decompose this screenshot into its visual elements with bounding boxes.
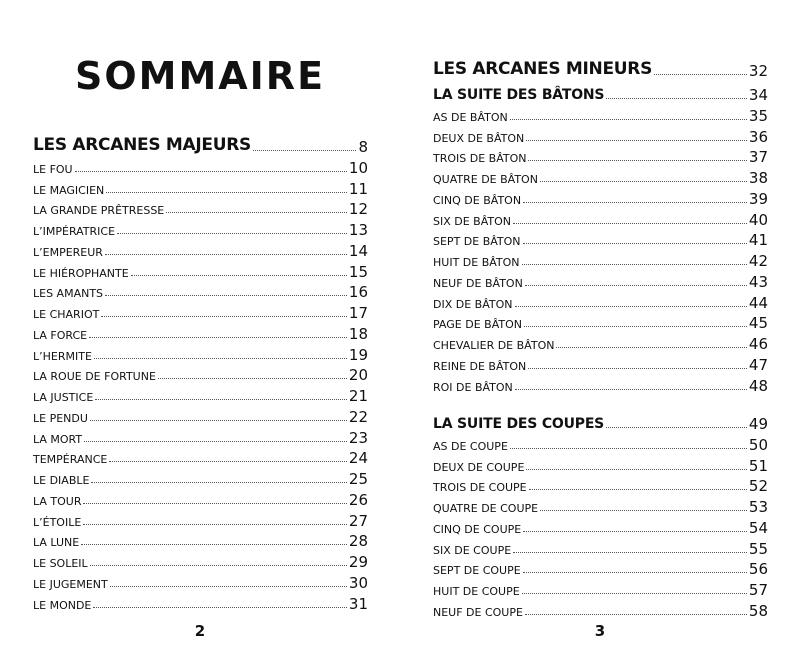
toc-entry-label: AS DE COUPE bbox=[433, 439, 508, 453]
toc-entry[interactable] bbox=[433, 475, 768, 496]
toc-entry[interactable] bbox=[433, 146, 768, 167]
toc-entry[interactable] bbox=[433, 166, 768, 187]
toc-entry-page: 26 bbox=[348, 490, 368, 509]
dot-leader bbox=[540, 510, 747, 511]
dot-leader bbox=[106, 192, 347, 193]
toc-entry-label: LA FORCE bbox=[33, 328, 88, 342]
toc-entry[interactable] bbox=[33, 447, 368, 468]
toc-entry[interactable] bbox=[433, 249, 768, 270]
toc-entry-page: 31 bbox=[348, 594, 368, 613]
toc-entry-label: QUATRE DE COUPE bbox=[433, 502, 539, 515]
toc-entry-page: 36 bbox=[748, 127, 768, 146]
dot-leader bbox=[523, 243, 747, 244]
toc-entry-label: HUIT DE BÂTON bbox=[433, 256, 520, 269]
toc-entry[interactable] bbox=[33, 364, 368, 385]
toc-entry-page: 27 bbox=[348, 511, 368, 530]
toc-entry-page: 53 bbox=[748, 498, 768, 516]
toc-entry-label: SEPT DE BÂTON bbox=[433, 235, 521, 249]
toc-entry-page: 48 bbox=[748, 376, 768, 395]
toc-entry-label: PAGE DE BÂTON bbox=[433, 318, 522, 332]
toc-entry-label: TEMPÉRANCE bbox=[33, 453, 108, 467]
toc-entry-label: SEPT DE COUPE bbox=[433, 564, 521, 578]
toc-entry-page: 11 bbox=[348, 179, 368, 198]
toc-list-mineurs bbox=[433, 54, 768, 395]
toc-entry-label: HUIT DE COUPE bbox=[433, 585, 520, 598]
toc-entry-page: 15 bbox=[348, 262, 368, 281]
toc-subsection-page: 49 bbox=[748, 415, 768, 433]
toc-entry-label: CINQ DE BÂTON bbox=[433, 193, 522, 207]
toc-entry-page: 22 bbox=[348, 407, 368, 426]
toc-entry[interactable] bbox=[433, 578, 768, 599]
toc-entry-page: 30 bbox=[348, 573, 368, 592]
toc-entry-label: LES AMANTS bbox=[33, 287, 104, 301]
dot-leader bbox=[101, 316, 347, 317]
toc-entry[interactable] bbox=[433, 312, 768, 333]
toc-entry[interactable] bbox=[33, 239, 368, 260]
toc-entry-label: DEUX DE BÂTON bbox=[433, 131, 525, 145]
dot-leader bbox=[158, 378, 347, 379]
dot-leader bbox=[166, 212, 347, 213]
dot-leader bbox=[110, 586, 347, 587]
toc-entry-page: 39 bbox=[748, 189, 768, 208]
right-page bbox=[400, 0, 800, 667]
page-number: 3 bbox=[594, 622, 606, 640]
dot-leader bbox=[95, 399, 347, 400]
toc-entry-label: L’ÉTOILE bbox=[33, 515, 82, 529]
toc-section-label: LES ARCANES MAJEURS bbox=[33, 135, 251, 155]
toc-list-majeurs bbox=[33, 130, 368, 613]
toc-entry-page: 46 bbox=[748, 335, 768, 353]
toc-entry[interactable] bbox=[433, 454, 768, 475]
dot-leader bbox=[654, 74, 747, 75]
dot-leader bbox=[515, 306, 747, 307]
toc-entry-label: SIX DE BÂTON bbox=[433, 214, 511, 228]
toc-entry[interactable] bbox=[433, 433, 768, 454]
toc-entry[interactable] bbox=[33, 592, 368, 613]
dot-leader bbox=[91, 482, 346, 483]
toc-entry-page: 56 bbox=[748, 560, 768, 579]
dot-leader bbox=[513, 552, 747, 553]
dot-leader bbox=[83, 503, 346, 504]
toc-entry-page: 29 bbox=[348, 553, 368, 571]
toc-entry-label: ROI DE BÂTON bbox=[433, 380, 513, 394]
toc-subsection-label: LA SUITE DES COUPES bbox=[433, 416, 605, 432]
toc-entry[interactable] bbox=[33, 384, 368, 405]
toc-entry[interactable] bbox=[433, 558, 768, 579]
toc-entry[interactable] bbox=[433, 187, 768, 208]
toc-entry-label: QUATRE DE BÂTON bbox=[433, 173, 538, 186]
dot-leader bbox=[513, 223, 747, 224]
toc-entry-label: L’EMPEREUR bbox=[33, 245, 103, 259]
dot-leader bbox=[515, 389, 747, 390]
dot-leader bbox=[90, 420, 347, 421]
toc-entry[interactable] bbox=[33, 218, 368, 239]
toc-entry-page: 21 bbox=[348, 387, 368, 405]
toc-entry-label: LE SOLEIL bbox=[33, 557, 88, 570]
toc-entry-page: 45 bbox=[748, 314, 768, 333]
toc-entry-page: 40 bbox=[748, 210, 768, 229]
toc-entry[interactable] bbox=[433, 537, 768, 558]
toc-entry-page: 17 bbox=[348, 304, 368, 322]
dot-leader bbox=[89, 337, 347, 338]
dot-leader bbox=[528, 160, 746, 161]
toc-entry-label: TROIS DE BÂTON bbox=[433, 152, 527, 166]
toc-entry[interactable] bbox=[33, 467, 368, 488]
toc-entry-page: 57 bbox=[748, 581, 768, 599]
toc-entry-label: LA MORT bbox=[33, 432, 83, 446]
toc-entry-label: LE FOU bbox=[33, 162, 73, 176]
toc-entry-label: LA ROUE DE FORTUNE bbox=[33, 370, 156, 384]
toc-entry[interactable] bbox=[433, 332, 768, 353]
dot-leader bbox=[81, 544, 347, 545]
toc-entry-label: L’IMPÉRATRICE bbox=[33, 225, 116, 238]
toc-entry[interactable] bbox=[33, 550, 368, 571]
toc-entry[interactable] bbox=[433, 104, 768, 125]
toc-entry-label: DIX DE BÂTON bbox=[433, 297, 513, 311]
dot-leader bbox=[606, 427, 747, 428]
toc-entry-page: 28 bbox=[348, 532, 368, 551]
dot-leader bbox=[105, 254, 347, 255]
toc-entry-label: LE CHARIOT bbox=[33, 308, 100, 321]
dot-leader bbox=[540, 181, 747, 182]
dot-leader bbox=[556, 347, 746, 348]
toc-section-arcanes-mineurs[interactable] bbox=[433, 54, 768, 80]
toc-entry[interactable] bbox=[33, 488, 368, 509]
toc-entry-label: LE MONDE bbox=[33, 598, 92, 612]
toc-entry[interactable] bbox=[433, 353, 768, 374]
toc-entry[interactable] bbox=[33, 156, 368, 177]
toc-entry[interactable] bbox=[33, 281, 368, 302]
toc-entry[interactable] bbox=[433, 599, 768, 620]
toc-list-coupes bbox=[433, 409, 768, 620]
dot-leader bbox=[525, 614, 747, 615]
toc-entry-page: 41 bbox=[748, 231, 768, 250]
toc-subsection-coupes[interactable] bbox=[433, 409, 768, 433]
toc-entry[interactable] bbox=[433, 291, 768, 312]
page-title: SOMMAIRE bbox=[74, 54, 326, 98]
toc-entry-label: REINE DE BÂTON bbox=[433, 359, 527, 373]
dot-leader bbox=[105, 295, 347, 296]
toc-subsection-batons[interactable] bbox=[433, 80, 768, 104]
toc-entry[interactable] bbox=[33, 426, 368, 447]
dot-leader bbox=[523, 202, 747, 203]
toc-entry-label: LE HIÉROPHANTE bbox=[33, 266, 129, 280]
toc-entry[interactable] bbox=[33, 198, 368, 219]
toc-entry-page: 35 bbox=[748, 106, 768, 125]
toc-entry[interactable] bbox=[433, 208, 768, 229]
toc-entry-page: 13 bbox=[348, 221, 368, 239]
dot-leader bbox=[84, 441, 347, 442]
toc-entry-page: 12 bbox=[348, 200, 368, 219]
toc-entry-label: L’HERMITE bbox=[33, 349, 92, 363]
toc-entry-label: CHEVALIER DE BÂTON bbox=[433, 339, 555, 352]
dot-leader bbox=[131, 275, 347, 276]
dot-leader bbox=[93, 607, 347, 608]
toc-entry-page: 38 bbox=[748, 169, 768, 187]
toc-entry-page: 54 bbox=[748, 518, 768, 537]
dot-leader bbox=[523, 572, 747, 573]
toc-entry[interactable] bbox=[433, 374, 768, 395]
toc-entry-page: 18 bbox=[348, 324, 368, 343]
dot-leader bbox=[528, 368, 747, 369]
toc-entry-page: 50 bbox=[748, 435, 768, 454]
toc-subsection-page: 34 bbox=[748, 86, 768, 104]
toc-entry[interactable] bbox=[33, 530, 368, 551]
toc-entry-label: LA LUNE bbox=[33, 536, 80, 550]
dot-leader bbox=[510, 119, 747, 120]
toc-entry-label: LE DIABLE bbox=[33, 474, 90, 487]
toc-entry[interactable] bbox=[433, 125, 768, 146]
toc-entry[interactable] bbox=[433, 516, 768, 537]
toc-entry-page: 16 bbox=[348, 283, 368, 302]
toc-entry-page: 14 bbox=[348, 241, 368, 260]
dot-leader bbox=[522, 593, 747, 594]
toc-entry-page: 51 bbox=[748, 456, 768, 475]
toc-entry-label: LE MAGICIEN bbox=[33, 183, 105, 197]
toc-entry-label: LA TOUR bbox=[33, 494, 82, 508]
dot-leader bbox=[109, 461, 347, 462]
toc-entry[interactable] bbox=[33, 260, 368, 281]
dot-leader bbox=[525, 285, 747, 286]
dot-leader bbox=[526, 469, 747, 470]
dot-leader bbox=[523, 531, 747, 532]
toc-entry-label: LE JUGEMENT bbox=[33, 577, 108, 591]
toc-entry-page: 37 bbox=[748, 148, 768, 167]
dot-leader bbox=[606, 98, 747, 99]
toc-entry-page: 23 bbox=[348, 428, 368, 447]
toc-entry-page: 10 bbox=[348, 158, 368, 177]
toc-section-arcanes-majeurs[interactable] bbox=[33, 130, 368, 156]
toc-entry-label: LE PENDU bbox=[33, 411, 88, 425]
dot-leader bbox=[526, 140, 747, 141]
toc-entry-page: 47 bbox=[748, 355, 768, 374]
toc-entry-page: 42 bbox=[748, 252, 768, 270]
toc-entry[interactable] bbox=[33, 571, 368, 592]
dot-leader bbox=[94, 358, 347, 359]
toc-entry[interactable] bbox=[433, 495, 768, 516]
toc-entry[interactable] bbox=[33, 177, 368, 198]
toc-entry[interactable] bbox=[33, 509, 368, 530]
toc-entry-page: 19 bbox=[348, 345, 368, 364]
dot-leader bbox=[253, 150, 357, 151]
toc-entry-label: AS DE BÂTON bbox=[433, 110, 508, 124]
toc-entry-label: LA JUSTICE bbox=[33, 391, 94, 404]
toc-entry-page: 58 bbox=[748, 601, 768, 620]
toc-entry[interactable] bbox=[33, 322, 368, 343]
toc-entry-label: NEUF DE COUPE bbox=[433, 605, 523, 619]
toc-entry-label: LA GRANDE PRÊTRESSE bbox=[33, 204, 165, 218]
toc-section-page: 32 bbox=[748, 62, 768, 80]
toc-entry-page: 25 bbox=[348, 470, 368, 488]
toc-entry-label: SIX DE COUPE bbox=[433, 543, 512, 557]
toc-entry-label: TROIS DE COUPE bbox=[433, 481, 527, 495]
page-number: 2 bbox=[194, 622, 206, 640]
dot-leader bbox=[90, 565, 347, 566]
dot-leader bbox=[529, 489, 747, 490]
toc-entry[interactable] bbox=[433, 270, 768, 291]
toc-section-label: LES ARCANES MINEURS bbox=[433, 59, 653, 79]
toc-entry-label: DEUX DE COUPE bbox=[433, 460, 525, 474]
dot-leader bbox=[522, 264, 747, 265]
toc-entry[interactable] bbox=[33, 405, 368, 426]
toc-entry[interactable] bbox=[33, 301, 368, 322]
dot-leader bbox=[117, 233, 347, 234]
toc-entry-page: 44 bbox=[748, 293, 768, 312]
toc-entry-page: 55 bbox=[748, 539, 768, 558]
toc-entry-page: 43 bbox=[748, 272, 768, 291]
toc-entry[interactable] bbox=[433, 229, 768, 250]
toc-entry-page: 24 bbox=[348, 449, 368, 468]
toc-entry[interactable] bbox=[33, 343, 368, 364]
toc-entry-page: 20 bbox=[348, 366, 368, 385]
toc-subsection-label: LA SUITE DES BÂTONS bbox=[433, 87, 605, 103]
toc-entry-page: 52 bbox=[748, 477, 768, 496]
toc-entry-label: CINQ DE COUPE bbox=[433, 522, 522, 536]
toc-entry-label: NEUF DE BÂTON bbox=[433, 276, 523, 290]
toc-section-page: 8 bbox=[358, 138, 368, 156]
dot-leader bbox=[83, 524, 347, 525]
dot-leader bbox=[524, 326, 747, 327]
dot-leader bbox=[510, 448, 747, 449]
dot-leader bbox=[75, 171, 347, 172]
